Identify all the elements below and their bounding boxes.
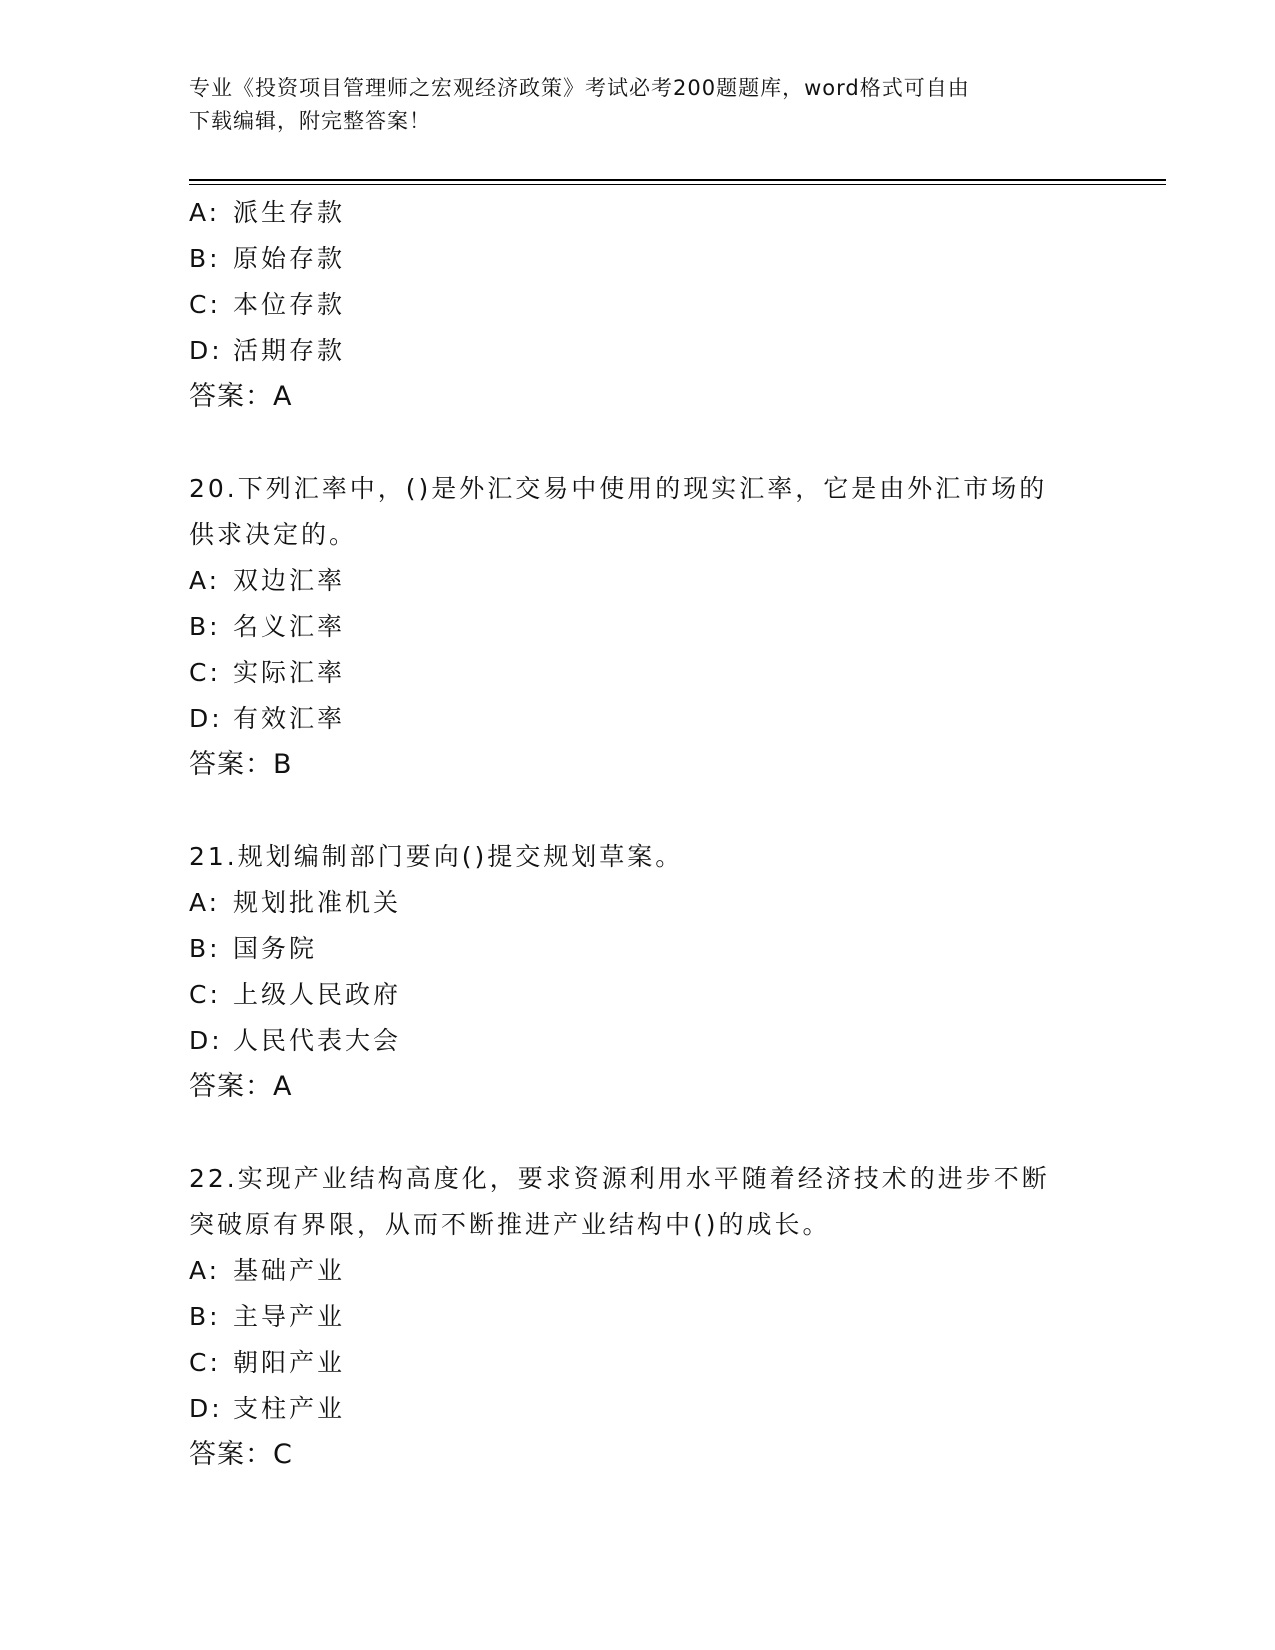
- option-text: 本位存款: [233, 290, 346, 319]
- header-line-2: 下载编辑，附完整答案！: [189, 109, 431, 133]
- option-text: 国务院: [233, 934, 318, 963]
- question-text-line-2: 供求决定的。: [189, 520, 358, 549]
- header-divider-thick: [189, 179, 1166, 181]
- option-d: [189, 696, 1089, 742]
- question-block-22: [189, 1156, 1089, 1478]
- option-text: 支柱产业: [233, 1394, 346, 1423]
- answer-line: 答案：C: [189, 1439, 293, 1470]
- option-text: 原始存款: [233, 244, 346, 273]
- question-block-20: [189, 466, 1089, 788]
- option-d: [189, 1386, 1089, 1432]
- option-a: [189, 880, 1089, 926]
- option-letter: D:: [189, 1394, 223, 1423]
- option-letter: A:: [189, 566, 221, 595]
- option-text: 派生存款: [233, 198, 346, 227]
- option-letter: D:: [189, 704, 223, 733]
- option-text: 基础产业: [233, 1256, 346, 1285]
- question-text-line-2: 突破原有界限，从而不断推进产业结构中()的成长。: [189, 1210, 831, 1239]
- option-letter: C:: [189, 980, 221, 1009]
- option-text: 朝阳产业: [233, 1348, 346, 1377]
- document-header: [189, 72, 1089, 138]
- option-text: 活期存款: [233, 336, 346, 365]
- header-divider-thin: [189, 184, 1166, 185]
- option-letter: C:: [189, 1348, 221, 1377]
- spacer: [189, 420, 1089, 466]
- option-letter: C:: [189, 658, 221, 687]
- option-letter: C:: [189, 290, 221, 319]
- spacer: [189, 1110, 1089, 1156]
- option-text: 名义汇率: [233, 612, 346, 641]
- option-c: [189, 282, 1089, 328]
- option-text: 实际汇率: [233, 658, 346, 687]
- option-text: 双边汇率: [233, 566, 346, 595]
- option-letter: B:: [189, 244, 221, 273]
- option-text: 有效汇率: [233, 704, 346, 733]
- option-letter: D:: [189, 1026, 223, 1055]
- option-b: [189, 1294, 1089, 1340]
- option-text: 规划批准机关: [233, 888, 402, 917]
- option-b: [189, 236, 1089, 282]
- option-a: [189, 190, 1089, 236]
- option-d: [189, 328, 1089, 374]
- option-letter: B:: [189, 934, 221, 963]
- spacer: [189, 788, 1089, 834]
- option-text: 上级人民政府: [233, 980, 402, 1009]
- answer-line: 答案：A: [189, 1071, 293, 1102]
- option-a: [189, 1248, 1089, 1294]
- question-block-19: [189, 190, 1089, 420]
- option-c: [189, 1340, 1089, 1386]
- question-text-line-1: 22.实现产业结构高度化，要求资源利用水平随着经济技术的进步不断: [189, 1164, 1050, 1193]
- option-letter: D:: [189, 336, 223, 365]
- option-text: 主导产业: [233, 1302, 346, 1331]
- question-text-line-1: 21.规划编制部门要向()提交规划草案。: [189, 842, 684, 871]
- answer-line: 答案：A: [189, 381, 293, 412]
- option-letter: A:: [189, 1256, 221, 1285]
- option-letter: A:: [189, 198, 221, 227]
- option-letter: B:: [189, 612, 221, 641]
- question-block-21: [189, 834, 1089, 1110]
- option-d: [189, 1018, 1089, 1064]
- option-b: [189, 604, 1089, 650]
- option-b: [189, 926, 1089, 972]
- option-a: [189, 558, 1089, 604]
- question-text-line-1: 20.下列汇率中，()是外汇交易中使用的现实汇率，它是由外汇市场的: [189, 474, 1048, 503]
- answer-line: 答案：B: [189, 749, 293, 780]
- question-list: [189, 190, 1089, 1478]
- option-text: 人民代表大会: [233, 1026, 402, 1055]
- option-letter: A:: [189, 888, 221, 917]
- header-line-1: 专业《投资项目管理师之宏观经济政策》考试必考200题题库，word格式可自由: [189, 76, 970, 100]
- option-c: [189, 972, 1089, 1018]
- option-c: [189, 650, 1089, 696]
- option-letter: B:: [189, 1302, 221, 1331]
